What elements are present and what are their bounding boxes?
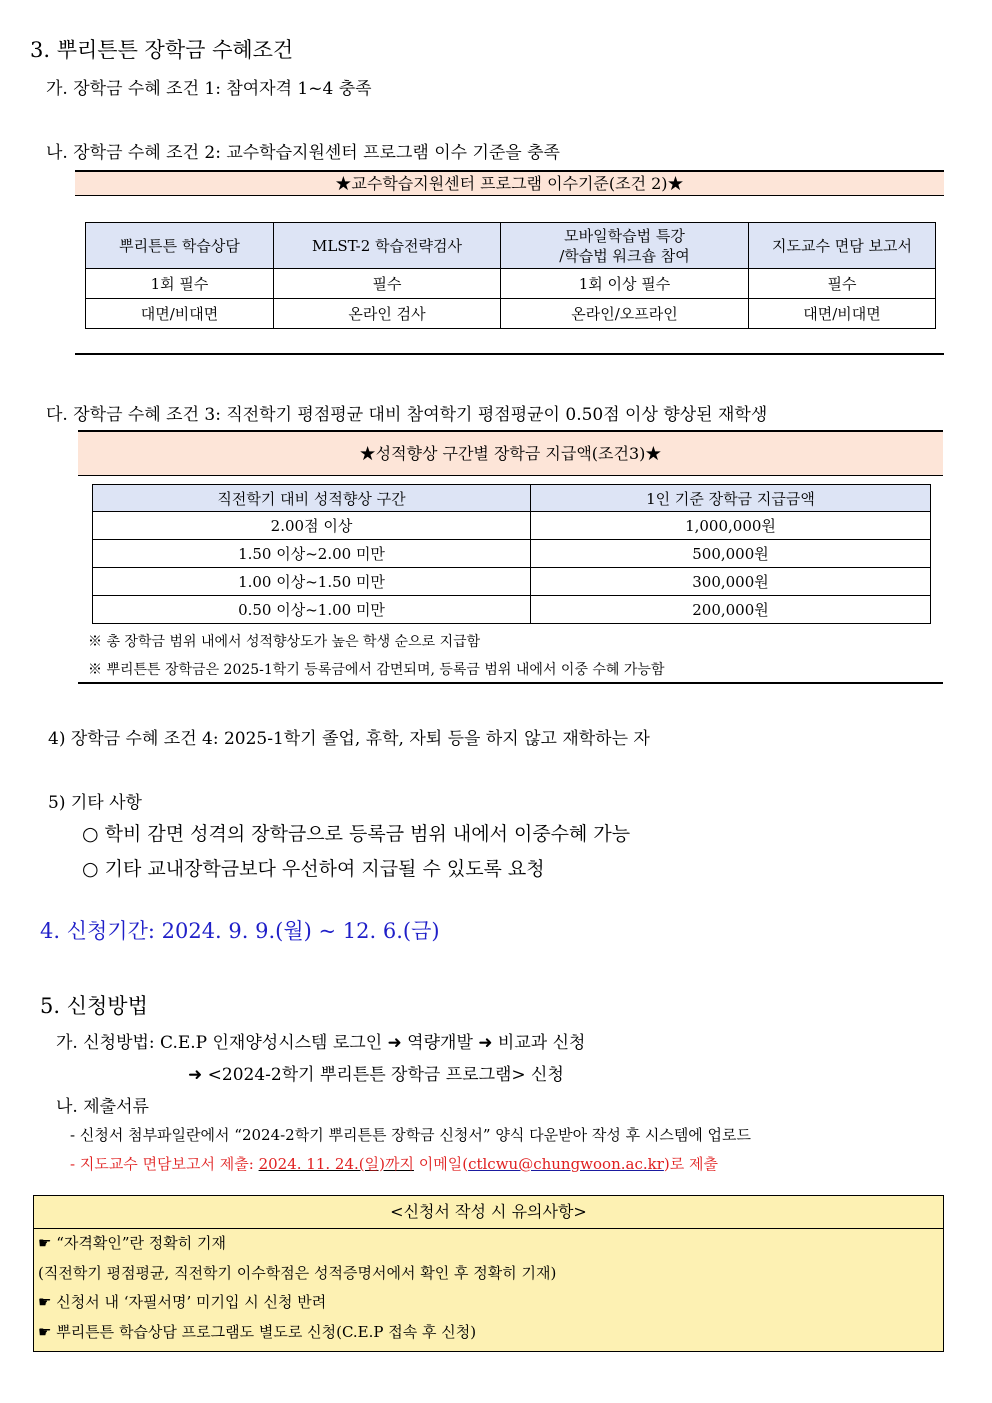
section-4-application-period: 4. 신청기간: 2024. 9. 9.(월) ~ 12. 6.(금) <box>40 919 440 943</box>
table-cell: 0.50 이상~1.00 미만 <box>93 596 531 624</box>
table-row <box>93 512 931 540</box>
table-cell: 1.50 이상~2.00 미만 <box>93 540 531 568</box>
table2-header: 직전학기 대비 성적향상 구간 <box>93 485 531 512</box>
table2-banner: ★성적향상 구간별 장학금 지급액(조건3)★ <box>78 432 943 476</box>
table-cell: 200,000원 <box>531 596 931 624</box>
table1-header: 지도교수 면담 보고서 <box>749 223 936 269</box>
table-row <box>86 269 936 299</box>
program-criteria-table <box>85 222 936 329</box>
table-cell: 1,000,000원 <box>531 512 931 540</box>
table-cell: 온라인 검사 <box>274 299 501 329</box>
divider <box>75 353 944 355</box>
docs-item-1: - 신청서 첨부파일란에서 “2024-2학기 뿌리튼튼 장학금 신청서” 양식 다운받아 작성 후 시스템에 업로드 <box>70 1126 752 1144</box>
docs-title: 나. 제출서류 <box>56 1097 149 1117</box>
grade-improvement-table <box>92 484 931 624</box>
notice-line: (직전학기 평점평균, 직전학기 이수학점은 성적증명서에서 확인 후 정확히 기재) <box>38 1263 557 1282</box>
table1-banner: ★교수학습지원센터 프로그램 이수기준(조건 2)★ <box>75 172 944 196</box>
table2-note: ※ 총 장학금 범위 내에서 성적향상도가 높은 학생 순으로 지급함 <box>88 634 481 650</box>
table-row <box>93 596 931 624</box>
notice-box <box>33 1195 944 1352</box>
table-cell: 온라인/오프라인 <box>501 299 749 329</box>
condition-2: 나. 장학금 수혜 조건 2: 교수학습지원센터 프로그램 이수 기준을 충족 <box>46 143 560 163</box>
table2-header: 1인 기준 장학금 지급금액 <box>531 485 931 512</box>
table-cell: 500,000원 <box>531 540 931 568</box>
table-cell: 필수 <box>274 269 501 299</box>
table1-header: 뿌리튼튼 학습상담 <box>86 223 274 269</box>
table-cell: 대면/비대면 <box>86 299 274 329</box>
method-line-2: ➜ <2024-2학기 뿌리튼튼 장학금 프로그램> 신청 <box>188 1065 564 1085</box>
table1-header: MLST-2 학습전략검사 <box>274 223 501 269</box>
etc-item: ○ 기타 교내장학금보다 우선하여 지급될 수 있도록 요청 <box>82 858 545 880</box>
table2-note: ※ 뿌리튼튼 장학금은 2025-1학기 등록금에서 감면되며, 등록금 범위 내에서 이중 수혜 가능함 <box>88 662 665 678</box>
condition-3: 다. 장학금 수혜 조건 3: 직전학기 평점평균 대비 참여학기 평점평균이 0.50점 이상 향상된 재학생 <box>46 405 768 425</box>
deadline-date: 2024. 11. 24.(일)까지 <box>258 1155 414 1173</box>
table-cell: 2.00점 이상 <box>93 512 531 540</box>
section-5-title: 5. 신청방법 <box>40 994 148 1018</box>
docs-item-2-prefix: - 지도교수 면담보고서 제출: <box>70 1155 259 1173</box>
table-row <box>86 299 936 329</box>
table-row <box>93 540 931 568</box>
table-row <box>93 568 931 596</box>
condition-4: 4) 장학금 수혜 조건 4: 2025-1학기 졸업, 휴학, 자퇴 등을 하지 않고 재학하는 자 <box>48 729 650 749</box>
section-3-title: 3. 뿌리튼튼 장학금 수혜조건 <box>30 38 294 62</box>
table1-header-line: 모바일학습법 특강 <box>564 226 685 245</box>
docs-item-2-suffix: )로 제출 <box>663 1155 718 1173</box>
divider <box>78 682 943 684</box>
notice-line: ☛ 뿌리튼튼 학습상담 프로그램도 별도로 신청(C.E.P 접속 후 신청) <box>38 1322 477 1341</box>
etc-title: 5) 기타 사항 <box>48 793 142 813</box>
notice-line: ☛ “자격확인”란 정확히 기재 <box>38 1234 226 1252</box>
table-cell: 1회 필수 <box>86 269 274 299</box>
condition-1: 가. 장학금 수혜 조건 1: 참여자격 1~4 충족 <box>46 79 372 99</box>
docs-item-2 <box>70 1153 718 1174</box>
docs-item-2-mid: 이메일( <box>413 1155 469 1173</box>
table-cell: 대면/비대면 <box>749 299 936 329</box>
table1-header-line: /학습법 워크숍 참여 <box>559 246 690 265</box>
email-link[interactable]: ctlcwu@chungwoon.ac.kr <box>468 1155 664 1173</box>
notice-line: ☛ 신청서 내 ‘자필서명’ 미기입 시 신청 반려 <box>38 1293 327 1311</box>
notice-box-title: <신청서 작성 시 유의사항> <box>34 1196 943 1229</box>
table-cell: 1회 이상 필수 <box>501 269 749 299</box>
etc-item: ○ 학비 감면 성격의 장학금으로 등록금 범위 내에서 이중수혜 가능 <box>82 823 631 845</box>
method-line-1: 가. 신청방법: C.E.P 인재양성시스템 로그인 ➜ 역량개발 ➜ 비교과 신청 <box>56 1033 586 1053</box>
table-cell: 300,000원 <box>531 568 931 596</box>
table1-header <box>501 223 749 269</box>
table-cell: 1.00 이상~1.50 미만 <box>93 568 531 596</box>
table-cell: 필수 <box>749 269 936 299</box>
